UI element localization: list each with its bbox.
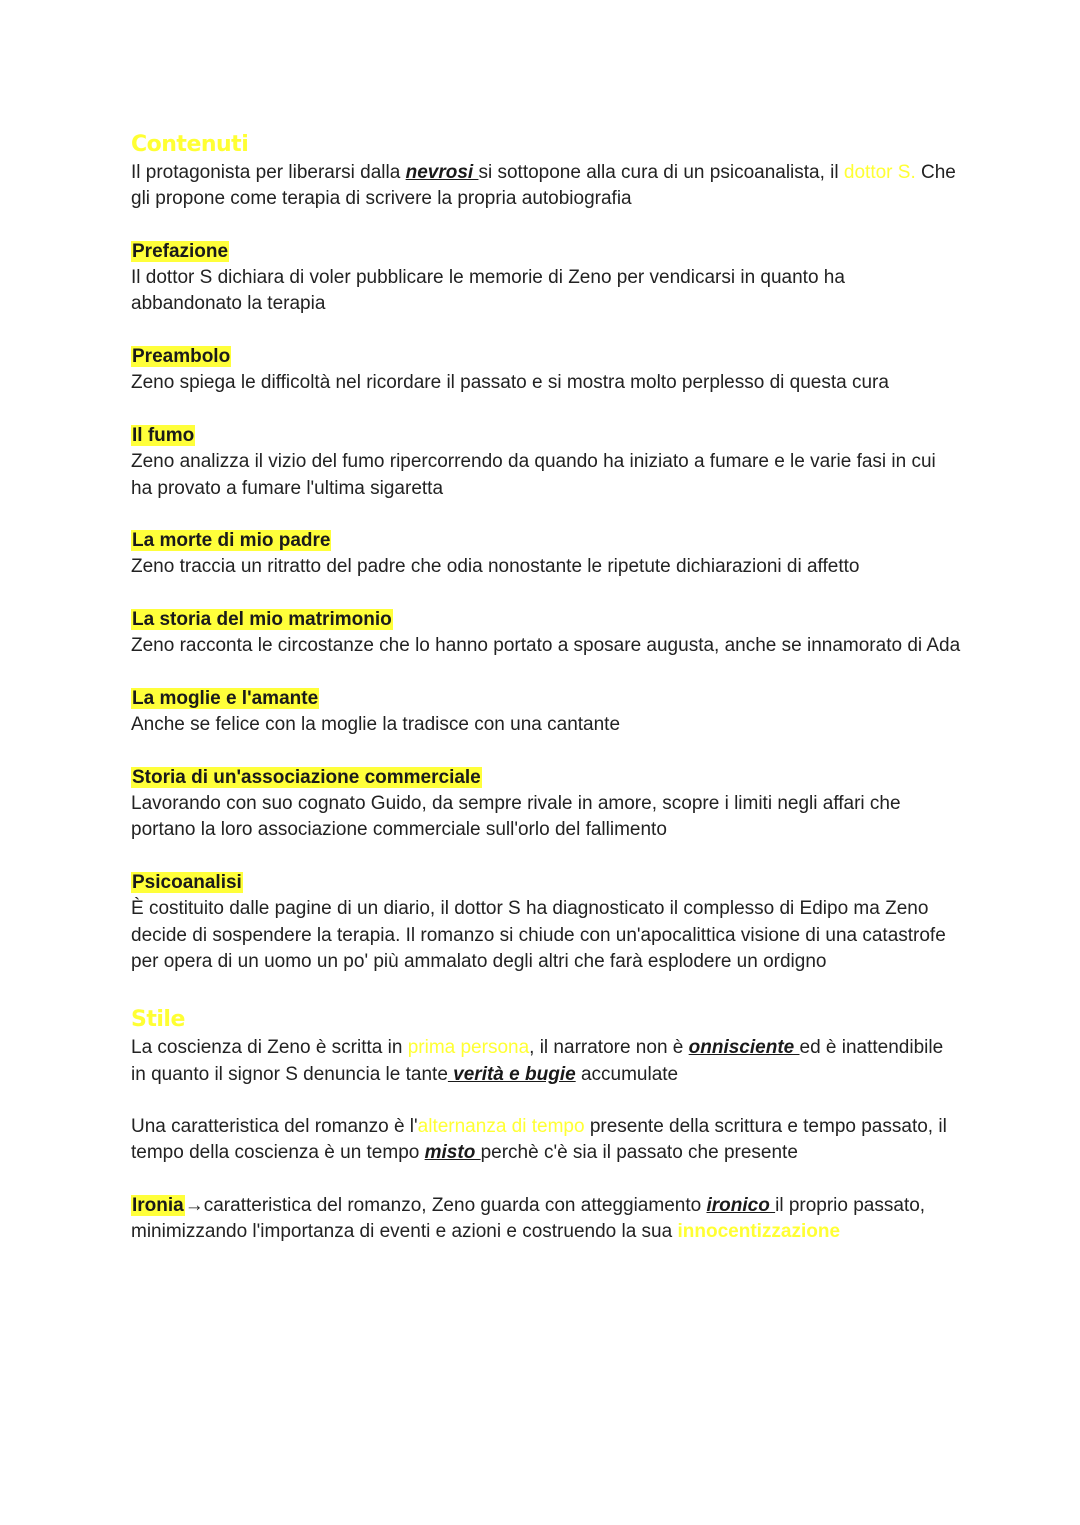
text-run: , il narratore non è: [529, 1037, 689, 1059]
chapter-heading: [131, 607, 961, 633]
chapter-title-matrimonio: La storia del mio matrimonio: [132, 609, 392, 631]
chapter-heading: [131, 344, 961, 370]
emphasis-onnisciente: onnisciente: [688, 1037, 800, 1059]
yellow-text-prima-persona: prima persona: [407, 1037, 530, 1059]
chapter-heading: [131, 686, 961, 712]
text-run: ed è inattendibile in quanto il signor S denuncia le tante: [131, 1037, 944, 1085]
text-run: Il protagonista per liberarsi dalla: [131, 162, 406, 183]
yellow-text-innocentizzazione: innocentizzazione: [677, 1221, 841, 1243]
document-content: [131, 130, 961, 1246]
chapter-heading: [131, 528, 961, 554]
chapter-text: Zeno spiega le difficoltà nel ricordare il passato e si mostra molto perplesso di questa cura: [131, 372, 889, 394]
chapter-text: Il dottor S dichiara di voler pubblicare le memorie di Zeno per vendicarsi in quanto ha abbandonato la terapia: [131, 267, 845, 315]
text-run: La coscienza di Zeno è scritta in: [131, 1037, 408, 1059]
chapter-title-morte-padre: La morte di mio padre: [132, 530, 331, 552]
text-run: Una caratteristica del romanzo è l': [131, 1116, 418, 1138]
text-run: caratteristica del romanzo, Zeno guarda con atteggiamento: [203, 1194, 707, 1216]
stile-paragraph-3: [131, 1193, 961, 1246]
emphasis-nevrosi: nevrosi: [405, 162, 479, 183]
text-run: accumulate: [575, 1063, 679, 1085]
chapter-title-preambolo: Preambolo: [132, 346, 231, 368]
text-run: il proprio passato, minimizzando l'importanza di eventi e azioni e costruendo la sua: [131, 1194, 926, 1243]
highlight-ironia: Ironia: [132, 1194, 184, 1216]
emphasis-misto: misto: [424, 1142, 481, 1164]
chapter-title-moglie-amante: La moglie e l'amante: [132, 687, 319, 709]
chapter-text: Anche se felice con la moglie la tradisce con una cantante: [131, 714, 621, 736]
chapter-heading: [131, 765, 961, 791]
stile-paragraph-2: [131, 1114, 961, 1167]
yellow-text-alternanza: alternanza di tempo: [417, 1116, 585, 1138]
chapter-title-fumo: Il fumo: [132, 424, 195, 446]
chapter-title-psicoanalisi: Psicoanalisi: [132, 872, 242, 894]
chapter-text: Zeno racconta le circostanze che lo hanno portato a sposare augusta, anche se innamorato di Ada: [131, 635, 961, 657]
text-run: perchè c'è sia il passato che presente: [480, 1142, 798, 1164]
emphasis-ironico: ironico: [706, 1194, 776, 1216]
chapter-heading: [131, 423, 961, 449]
emphasis-verita-bugie: verità e bugie: [447, 1063, 576, 1085]
chapter-title-prefazione: Prefazione: [132, 240, 229, 262]
yellow-text-dottor: dottor S.: [843, 162, 916, 183]
contenuti-intro: [131, 160, 961, 213]
chapter-text: Lavorando con suo cognato Guido, da sempre rivale in amore, scopre i limiti negli affari che portano la loro associazione commerciale sull'orlo del fallimento: [131, 793, 901, 841]
chapter-text: Zeno analizza il vizio del fumo ripercorrendo da quando ha iniziato a fumare e le varie fasi in cui ha provato a fumare l'ultima sigaretta: [131, 451, 936, 499]
text-run: presente della scrittura e tempo passato, il tempo della coscienza è un tempo: [131, 1116, 947, 1164]
section-title-stile: Stile: [131, 1007, 185, 1033]
section-title-contenuti: Contenuti: [131, 132, 249, 157]
chapter-text: È costituito dalle pagine di un diario, il dottor S ha diagnosticato il complesso di Edipo ma Zeno decide di sospendere la terapia. Il romanzo si chiude con un'apocalittica visione di una catastrofe per opera di un uomo un po' più ammalato degli altri che farà esplodere un ordigno: [131, 898, 946, 972]
chapter-heading: [131, 239, 961, 265]
text-run: si sottopone alla cura di un psicoanalista, il: [478, 162, 844, 183]
chapter-text: Zeno traccia un ritratto del padre che odia nonostante le ripetute dichiarazioni di affetto: [131, 556, 860, 578]
text-run: Che gli propone come terapia di scrivere la propria autobiografia: [131, 162, 956, 210]
chapter-title-associazione: Storia di un'associazione commerciale: [132, 766, 481, 788]
chapter-heading: [131, 870, 961, 896]
right-arrow-icon: →: [184, 1194, 204, 1216]
stile-paragraph-1: [131, 1035, 961, 1088]
